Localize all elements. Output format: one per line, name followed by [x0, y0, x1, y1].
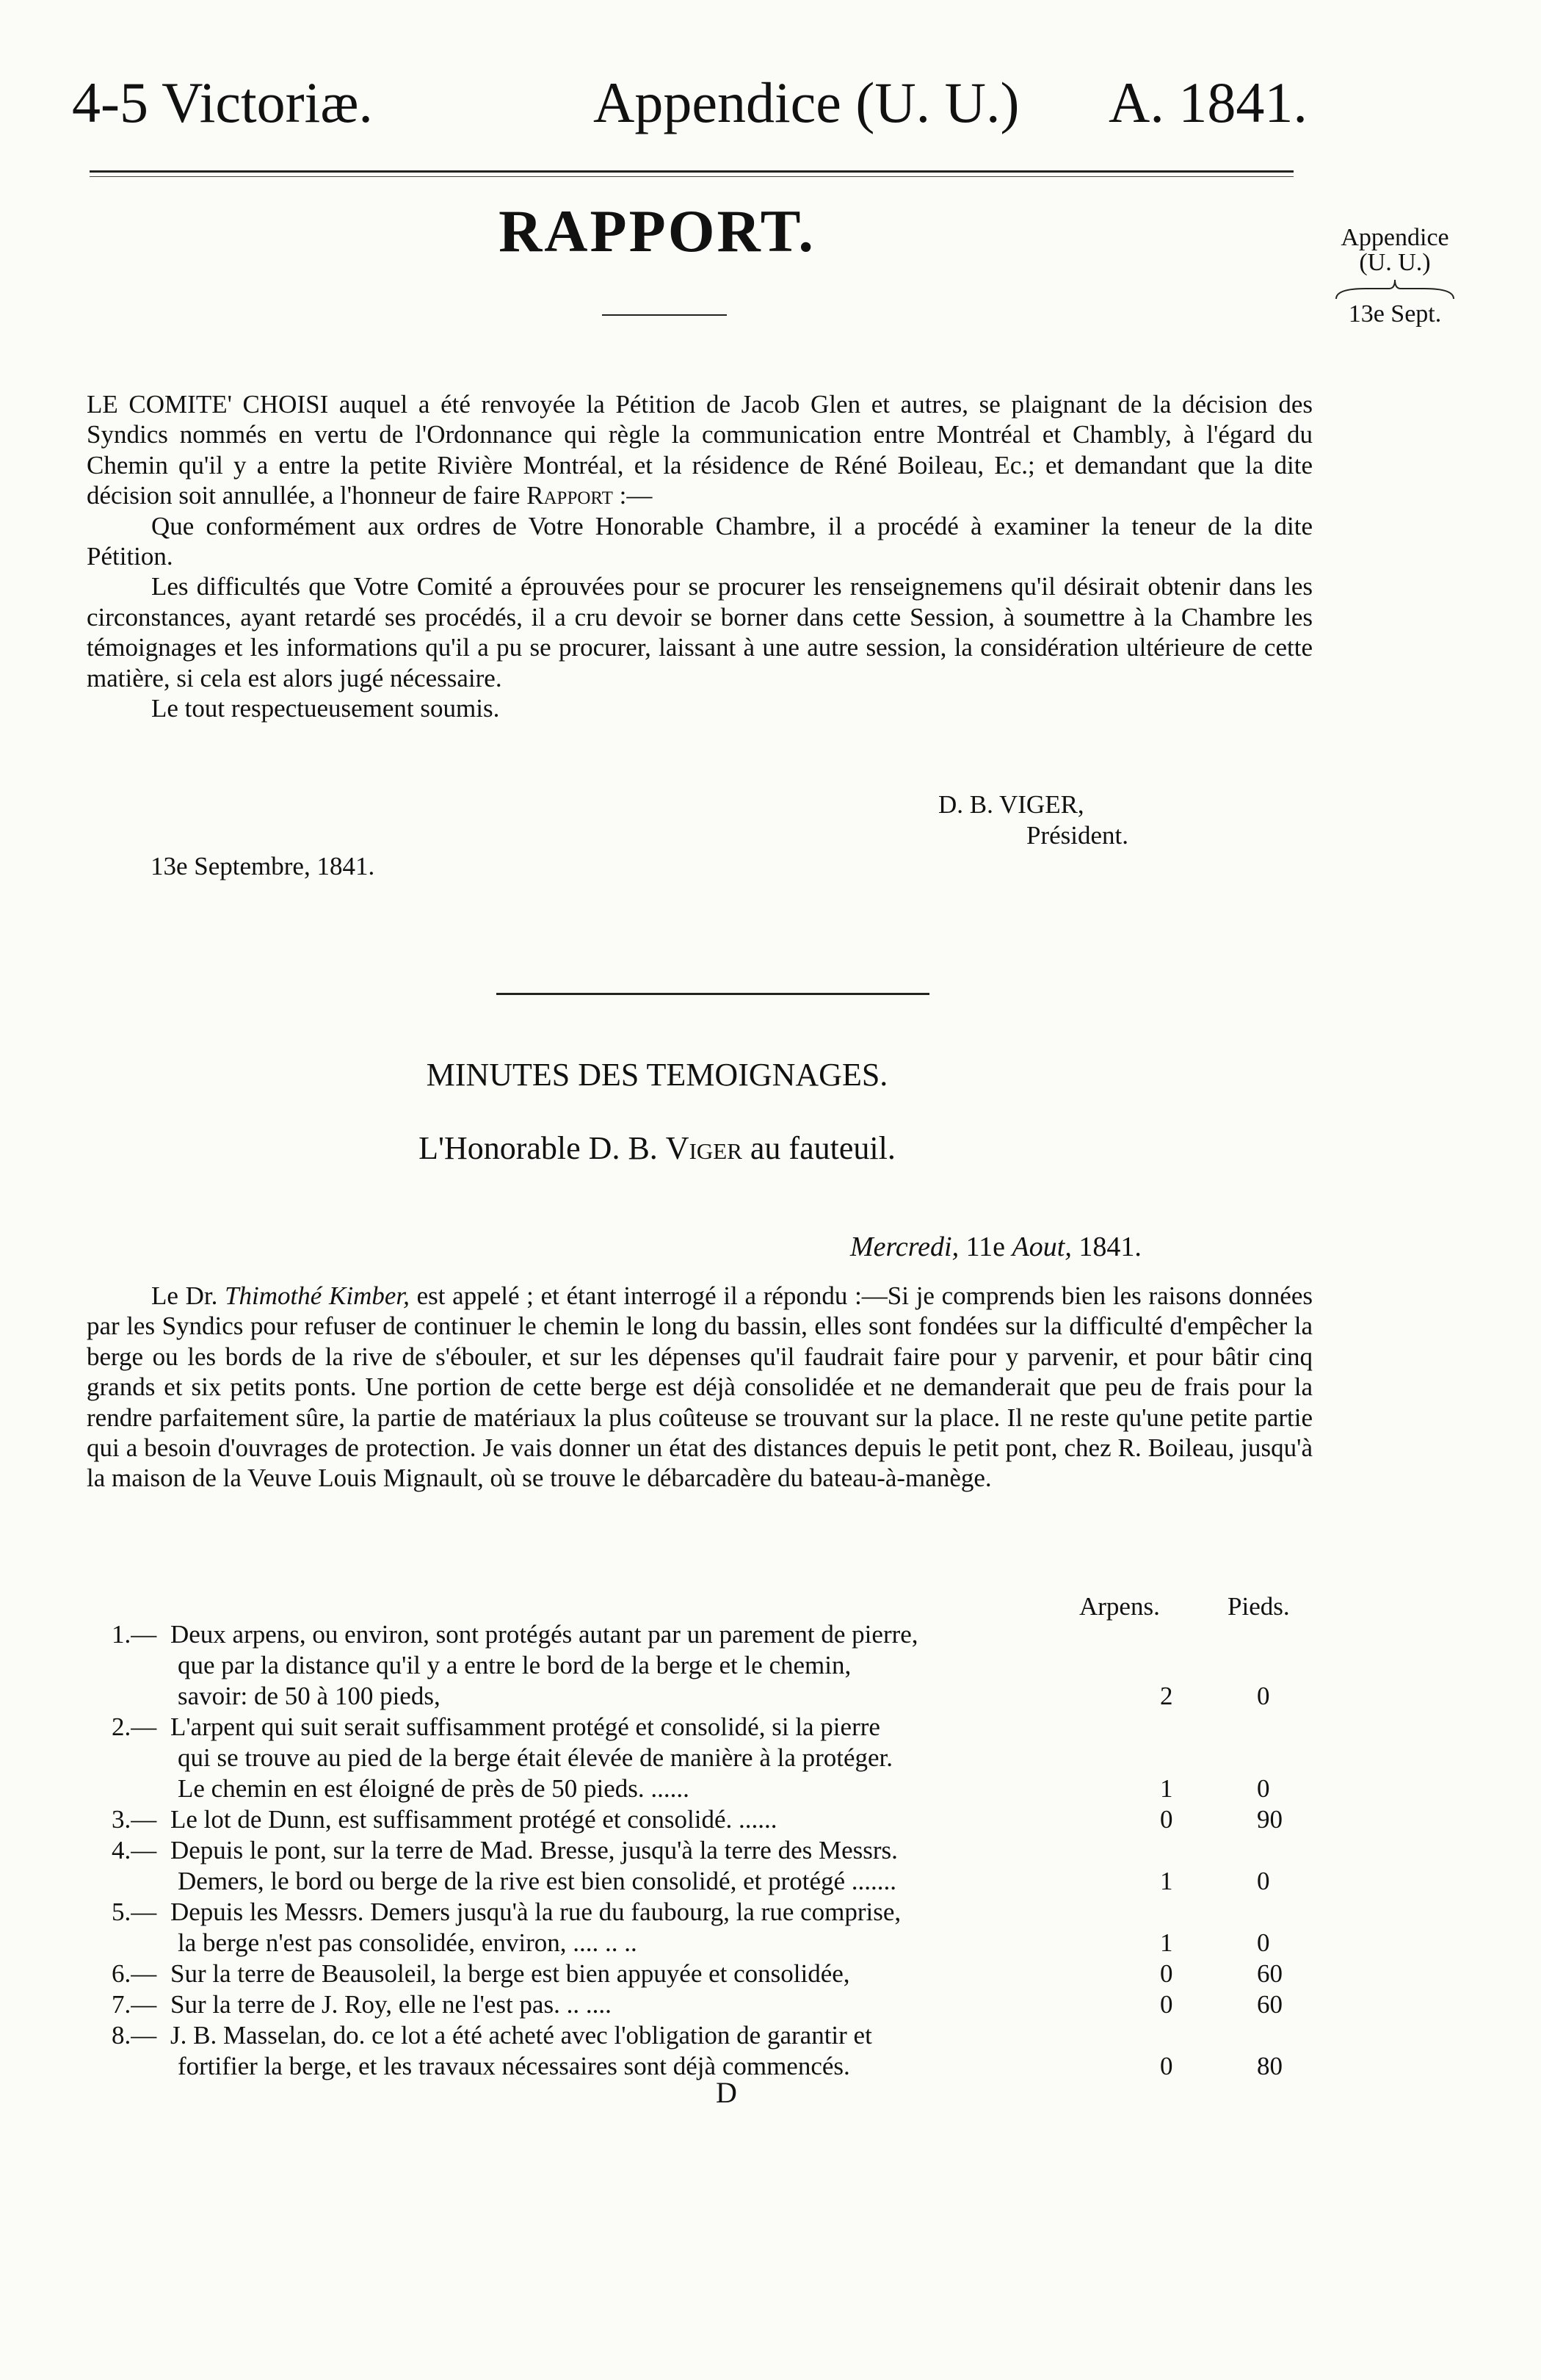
row-arpens: 1: [1160, 1774, 1173, 1803]
row-number: 8.—: [112, 2021, 157, 2050]
signature-title: Président.: [1026, 821, 1129, 850]
row-text: la berge n'est pas consolidée, environ, .... .. ..: [178, 1928, 637, 1957]
committee-lead: LE COMITE' CHOISI: [87, 390, 329, 419]
header-rule: [90, 170, 1294, 173]
row-text: qui se trouve au pied de la berge était élevée de manière à la protéger.: [178, 1743, 893, 1772]
row-arpens: 0: [1160, 2052, 1173, 2080]
row-arpens: 1: [1160, 1928, 1173, 1957]
row-text: Le chemin en est éloigné de près de 50 pieds. ......: [178, 1774, 689, 1803]
report-date: 13e Septembre, 1841.: [151, 852, 375, 880]
row-text: L'arpent qui suit serait suffisamment protégé et consolidé, si la pierre: [170, 1712, 880, 1741]
row-text: fortifier la berge, et les travaux nécessaires sont déjà commencés.: [178, 2052, 850, 2080]
row-number: 2.—: [112, 1712, 157, 1741]
row-pieds: 80: [1257, 2052, 1283, 2080]
title-divider: [602, 314, 727, 316]
minutes-date: Mercredi, 11e Aout, 1841.: [850, 1231, 1142, 1262]
row-text: Depuis le pont, sur la terre de Mad. Bresse, jusqu'à la terre des Messrs.: [170, 1836, 898, 1864]
section-divider: [496, 993, 929, 995]
column-header-pieds: Pieds.: [1228, 1592, 1290, 1621]
row-arpens: 1: [1160, 1867, 1173, 1895]
margin-note-date: 13e Sept.: [1348, 300, 1442, 328]
report-paragraph-2: Que conformément aux ordres de Votre Honorable Chambre, il a procédé à examiner la teneur de la dite Pétition.: [87, 511, 1313, 571]
row-pieds: 0: [1257, 1867, 1270, 1895]
minutes-chair: L'Honorable D. B. Viger au fauteuil.: [418, 1130, 896, 1166]
margin-note-line1: Appendice: [1341, 224, 1449, 251]
row-number: 6.—: [112, 1959, 157, 1988]
row-pieds: 60: [1257, 1959, 1283, 1988]
column-header-arpens: Arpens.: [1079, 1592, 1160, 1621]
brace-icon: [1321, 277, 1468, 302]
signature-mark: D: [716, 2076, 737, 2109]
row-text: Depuis les Messrs. Demers jusqu'à la rue du faubourg, la rue comprise,: [170, 1898, 902, 1926]
rapport-word: Rapport: [526, 481, 613, 510]
row-text: Sur la terre de J. Roy, elle ne l'est pas. .. ....: [170, 1990, 612, 2019]
margin-note: [1321, 224, 1468, 328]
row-arpens: 2: [1160, 1682, 1173, 1710]
header-center: Appendice (U. U.): [593, 70, 1020, 134]
row-text: Demers, le bord ou berge de la rive est bien consolidé, et protégé .......: [178, 1867, 897, 1895]
row-pieds: 0: [1257, 1682, 1270, 1710]
header-right: A. 1841.: [1109, 70, 1308, 134]
margin-note-line2: (U. U.): [1359, 249, 1431, 276]
testimony: Le Dr. Thimothé Kimber, est appelé ; et étant interrogé il a répondu :—Si je comprends bien les raisons données par les Syndics pour refuser de continuer le chemin le long du bassin, elles sont fondées sur la difficulté d'empêcher la berge ou les bords de la rive de s'ébouler, et sur les dépenses qu'il faudrait faire pour y parvenir, et pour bâtir cinq grands et six petits ponts. Une portion de cette berge est déjà consolidée et ne demanderait que peu de frais pour la rendre parfaitement sûre, la partie de matériaux la plus coûteuse se trouvant sur la place. Il ne reste qu'une petite partie qui a besoin d'ouvrages de protection. Je vais donner un état des distances depuis le petit pont, chez R. Boileau, jusqu'à la maison de la Veuve Louis Mignault, où se trouve le débarcadère du bateau-à-manège.: [87, 1281, 1313, 1493]
report-paragraph-1: LE COMITE' CHOISI auquel a été renvoyée la Pétition de Jacob Glen et autres, se plaignant de la décision des Syndics nommés en vertu de l'Ordonnance qui règle la communication entre Montréal et Chambly, à l'égard du Chemin qu'il y a entre la petite Rivière Montréal, et la résidence de Réné Boileau, Ec.; et demandant que la dite décision soit annullée, a l'honneur de faire Rapport :—: [87, 390, 1313, 510]
row-arpens: 0: [1160, 1959, 1173, 1988]
row-text: J. B. Masselan, do. ce lot a été acheté avec l'obligation de garantir et: [170, 2021, 872, 2050]
row-pieds: 0: [1257, 1774, 1270, 1803]
row-text: que par la distance qu'il y a entre le bord de la berge et le chemin,: [178, 1651, 852, 1679]
row-number: 3.—: [112, 1805, 157, 1834]
minutes-title: MINUTES DES TEMOIGNAGES.: [426, 1057, 888, 1093]
row-number: 4.—: [112, 1836, 157, 1864]
row-text: Sur la terre de Beausoleil, la berge est bien appuyée et consolidée,: [170, 1959, 850, 1988]
row-text: savoir: de 50 à 100 pieds,: [178, 1682, 440, 1710]
row-text: Le lot de Dunn, est suffisamment protégé et consolidé. ......: [170, 1805, 777, 1834]
report-title: RAPPORT.: [498, 198, 816, 264]
row-number: 7.—: [112, 1990, 157, 2019]
witness-title: Le Dr.: [151, 1281, 218, 1310]
row-arpens: 0: [1160, 1990, 1173, 2019]
witness-name: Thimothé Kimber,: [225, 1281, 410, 1310]
row-number: 1.—: [112, 1620, 157, 1649]
signature-name: D. B. VIGER,: [938, 790, 1084, 819]
row-text: Deux arpens, ou environ, sont protégés autant par un parement de pierre,: [170, 1620, 918, 1649]
header-left: 4-5 Victoriæ.: [72, 70, 373, 134]
row-pieds: 60: [1257, 1990, 1283, 2019]
report-body: [87, 389, 1313, 723]
report-paragraph-4: Le tout respectueusement soumis.: [151, 694, 500, 723]
header-rule-thin: [90, 176, 1294, 177]
row-pieds: 0: [1257, 1928, 1270, 1957]
row-pieds: 90: [1257, 1805, 1283, 1834]
row-arpens: 0: [1160, 1805, 1173, 1834]
report-paragraph-3: Les difficultés que Votre Comité a éprouvées pour se procurer les renseignemens qu'il désirait obtenir dans les circonstances, ayant retardé ses procédés, il a cru devoir se borner dans cette Session, à soumettre à la Chambre les témoignages et les informations qu'il a pu se procurer, laissant à une autre session, la considération ultérieure de cette matière, si cela est alors jugé nécessaire.: [87, 572, 1313, 692]
row-number: 5.—: [112, 1898, 157, 1926]
